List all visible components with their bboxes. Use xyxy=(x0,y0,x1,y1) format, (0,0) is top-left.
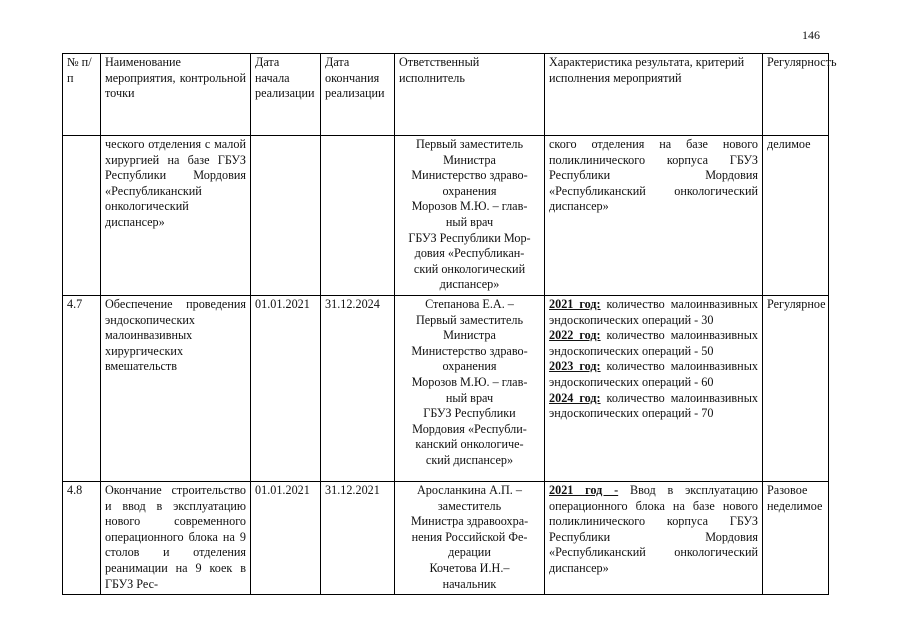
executor-line: ный врач xyxy=(445,390,494,405)
row-executor xyxy=(395,295,545,481)
executor-line: ский диспансер» xyxy=(425,452,514,467)
result-year: 2021 год - xyxy=(549,482,619,497)
row-executor xyxy=(395,481,545,594)
row-start-date: 01.01.2021 xyxy=(251,481,321,594)
header-executor: Ответственный исполнитель xyxy=(395,54,545,136)
executor-line: ский онкологический xyxy=(413,261,526,276)
header-name: Наименование мероприятия, контрольной точки xyxy=(101,54,251,136)
result-year: 2023 год: xyxy=(549,359,601,374)
executor-line: Министерство здраво- xyxy=(411,168,528,183)
executor-line: Министерство здраво- xyxy=(411,343,528,358)
executor-line: ГБУЗ Республики Мор- xyxy=(408,230,531,245)
executor-line: Степанова Е.А. – xyxy=(425,296,514,311)
executor-line: Министра xyxy=(443,328,496,343)
executor-line: Первый заместитель xyxy=(415,137,524,151)
executor-line: довия «Республикан- xyxy=(414,246,525,261)
row-name: ческого отделения с малой хирургией на базе ГБУЗ Республики Мордовия «Республиканский онкологический диспансер» xyxy=(101,136,251,296)
result-item xyxy=(549,328,758,359)
executor-line: Мордовия «Республи- xyxy=(412,421,527,436)
result-item xyxy=(549,391,758,422)
executor-line: дерации xyxy=(448,545,491,560)
executor-line: Министра здравоохра- xyxy=(410,514,529,529)
table-row xyxy=(63,136,829,296)
result-text: количество малоинвазивных эндоскопических операций - 70 xyxy=(549,390,758,421)
table-row xyxy=(63,481,829,594)
executor-line: заместитель xyxy=(437,498,502,513)
result-item xyxy=(549,297,758,328)
result-text: Ввод в эксплуатацию операционного блока на базе нового поликлинического корпуса ГБУЗ Республики Мордовия «Республиканский онкологический диспансер» xyxy=(549,482,758,575)
header-result: Характеристика результата, критерий исполнения мероприятий xyxy=(545,54,763,136)
executor-line: нения Российской Фе- xyxy=(411,529,528,544)
row-end-date: 31.12.2024 xyxy=(321,295,395,481)
header-end-date: Дата окончания реализации xyxy=(321,54,395,136)
row-start-date xyxy=(251,136,321,296)
row-end-date: 31.12.2021 xyxy=(321,481,395,594)
executor-line: Морозов М.Ю. – глав- xyxy=(411,199,528,214)
row-name: Обеспечение проведения эндоскопических малоинвазивных хирургических вмешательств xyxy=(101,295,251,481)
result-text: количество малоинвазивных эндоскопических операций - 60 xyxy=(549,359,758,389)
executor-line: канский онкологиче- xyxy=(415,437,524,452)
row-regularity: Разовое неделимое xyxy=(763,481,829,594)
header-regularity: Регулярность xyxy=(763,54,829,136)
table-header-row xyxy=(63,54,829,136)
executor-line: Аросланкина А.П. – xyxy=(417,482,522,497)
executor-line: Министра xyxy=(443,152,496,167)
result-text: количество малоинвазивных эндоскопических операций - 30 xyxy=(549,296,758,327)
row-regularity: Регулярное xyxy=(763,295,829,481)
row-end-date xyxy=(321,136,395,296)
measures-table xyxy=(62,53,837,595)
executor-line: ный врач xyxy=(445,214,494,229)
result-text: количество малоинвазивных эндоскопических операций - 50 xyxy=(549,328,758,358)
result-year: 2024 год: xyxy=(549,390,601,405)
executor-line: диспансер» xyxy=(439,277,500,292)
executor-line: охранения xyxy=(442,183,497,198)
result-item xyxy=(549,483,758,577)
executor-line: Первый заместитель xyxy=(415,312,524,327)
header-start-date: Дата начала реализации xyxy=(251,54,321,136)
page-number: 146 xyxy=(802,28,820,42)
row-name: Окончание строительство и ввод в эксплуатацию нового современного операционного блока на 9 столов и отделения реанимации на 9 коек в ГБУЗ Рес- xyxy=(101,481,251,594)
executor-line: начальник xyxy=(442,576,497,591)
row-result: ского отделения на базе нового поликлинического корпуса ГБУЗ Республики Мордовия «Республиканский онкологический диспансер» xyxy=(545,136,763,296)
executor-line: охранения xyxy=(442,359,497,374)
result-year: 2022 год: xyxy=(549,328,601,343)
executor-line: ГБУЗ Республики xyxy=(423,406,516,421)
result-item xyxy=(549,359,758,390)
row-start-date: 01.01.2021 xyxy=(251,295,321,481)
row-num xyxy=(63,136,101,296)
row-result xyxy=(545,481,763,594)
executor-line: Кочетова И.Н.– xyxy=(429,560,510,575)
result-year: 2021 год: xyxy=(549,296,601,311)
row-result xyxy=(545,295,763,481)
header-num: № п/п xyxy=(63,54,101,136)
executor-line: Морозов М.Ю. – глав- xyxy=(411,374,528,389)
row-num: 4.8 xyxy=(63,481,101,594)
row-num: 4.7 xyxy=(63,295,101,481)
row-executor xyxy=(395,136,545,296)
table-row xyxy=(63,295,829,481)
row-regularity: делимое xyxy=(763,136,829,296)
